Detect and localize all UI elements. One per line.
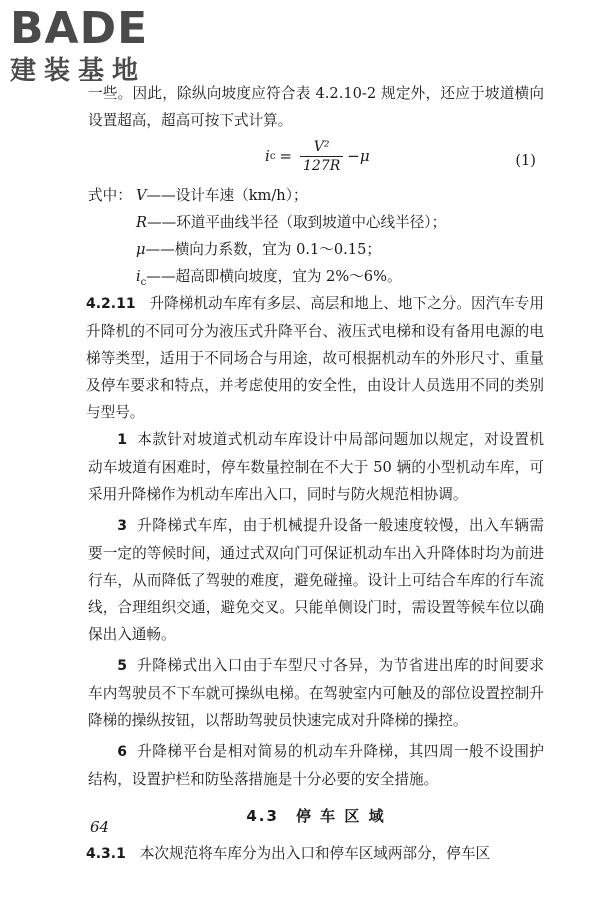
clause-4-2-11 xyxy=(86,290,544,426)
variable-line xyxy=(88,209,544,236)
formula-lhs: i xyxy=(265,147,270,165)
formula-expression xyxy=(265,138,370,175)
formula-tail: −μ xyxy=(347,147,370,165)
variable-symbol: R xyxy=(136,214,147,231)
logo-subtitle: 建装基地 xyxy=(10,56,147,86)
variable-line xyxy=(88,236,544,263)
variable-item xyxy=(136,236,381,263)
item-1 xyxy=(88,426,544,508)
formula-denominator: 127R xyxy=(300,156,343,175)
item-number: 3 xyxy=(117,518,127,534)
clause-4-3-1 xyxy=(86,840,544,868)
item-3 xyxy=(88,512,544,648)
item-text: 升降梯式车库，由于机械提升设备一般速度较慢，出入车辆需要一定的等候时间，通过式双向门可保证机动车出入升降体时均为前进行车，从而降低了驾驶的难度，避免碰撞。设计上可结合车库的行车流线，合理组织交通，避免交叉。只能单侧设门时，需设置等候车位以确保出入通畅。 xyxy=(88,517,544,643)
item-number: 5 xyxy=(117,658,127,674)
variable-line xyxy=(88,182,544,209)
formula-lhs-sub: c xyxy=(269,151,276,162)
logo-wordmark: BADE xyxy=(10,3,149,54)
paragraph-intro: 一些。因此，除纵向坡度应符合表 4.2.10-2 规定外，还应于坡道横向设置超高，超高可按下式计算。 xyxy=(88,85,544,129)
item-number: 1 xyxy=(117,432,127,448)
clause-text: 本次规范将车库分为出入口和停车区域两部分，停车区 xyxy=(139,845,491,862)
item-6 xyxy=(88,738,544,793)
variable-symbol: i xyxy=(136,268,141,285)
variable-desc: ——横向力系数，宜为 0.1～0.15； xyxy=(145,241,381,258)
formula-fraction xyxy=(300,138,343,175)
variable-item xyxy=(136,182,308,209)
formula-numerator: V² xyxy=(313,139,330,155)
formula-number: (1) xyxy=(515,152,536,169)
formula-superelevation xyxy=(88,136,544,182)
variable-symbol: V xyxy=(136,187,147,204)
variable-lead: 式中： xyxy=(88,187,132,204)
variable-desc: ——超高即横向坡度，宜为 2%～6%。 xyxy=(146,268,402,285)
variable-symbol: μ xyxy=(136,241,146,258)
formula-equals: = xyxy=(279,147,292,165)
clause-number: 4.3.1 xyxy=(86,846,126,862)
variable-symbol-sub: c xyxy=(140,276,147,288)
section-title: 4.3 停 车 区 域 xyxy=(246,807,386,825)
item-number: 6 xyxy=(117,744,127,760)
page-number: 64 xyxy=(90,818,110,836)
clause-text: 升降梯机动车库有多层、高层和地上、地下之分。因汽车专用升降机的不同可分为液压式升降平台、液压式电梯和设有备用电源的电梯等类型，适用于不同场合与用途，故可根据机动车的外形尺寸、重量及停车要求和特点，并考虑使用的安全性，由设计人员选用不同的类别与型号。 xyxy=(86,295,544,421)
variable-desc: ——环道平曲线半径（取到坡道中心线半径）； xyxy=(147,214,447,231)
item-text: 升降梯平台是相对简易的机动车升降梯，其四周一般不设围护结构，设置护栏和防坠落措施是十分必要的安全措施。 xyxy=(88,743,544,788)
variable-definitions xyxy=(88,182,544,290)
variable-item xyxy=(136,209,446,236)
variable-line xyxy=(88,263,544,290)
bade-logo xyxy=(6,4,176,86)
variable-desc: ——设计车速（km/h）； xyxy=(146,187,308,204)
variable-item xyxy=(136,263,402,296)
clause-number: 4.2.11 xyxy=(86,296,136,312)
item-text: 升降梯式出入口由于车型尺寸各异，为节省进出库的时间要求车内驾驶员不下车就可操纵电梯。在驾驶室内可触及的部位设置控制升降梯的操纵按钮，以帮助驾驶员快速完成对升降梯的操控。 xyxy=(88,657,544,729)
item-text: 本款针对坡道式机动车库设计中局部问题加以规定，对设置机动车坡道有困难时，停车数量控制在不大于 50 辆的小型机动车库，可采用升降梯作为机动车库出入口，同时与防火规范相协调。 xyxy=(88,431,544,503)
item-5 xyxy=(88,652,544,734)
page-content xyxy=(88,80,544,868)
